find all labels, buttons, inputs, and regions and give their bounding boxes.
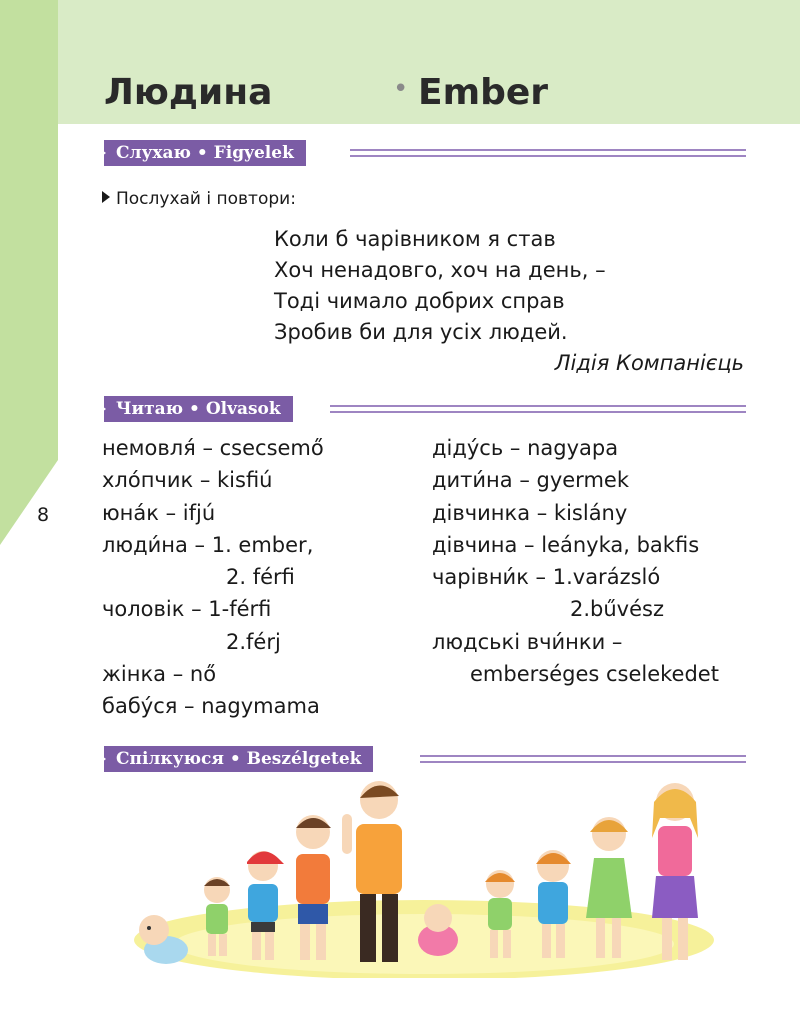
poem-line: Коли б чарівником я став	[274, 227, 556, 251]
vocab-item: дити́на – gyermek	[432, 468, 629, 493]
vocabulary-right-column	[432, 432, 719, 690]
instruction-text: Послухай і повтори:	[116, 189, 296, 209]
people-illustration-icon	[124, 778, 724, 978]
section-header-listen	[98, 138, 746, 168]
section-notch	[98, 403, 106, 415]
page-title-hungarian: Ember	[418, 72, 549, 113]
side-tab	[0, 0, 58, 560]
divider-line	[420, 755, 746, 757]
page-number: 8	[37, 504, 50, 526]
divider-line	[350, 149, 746, 151]
people-ages-illustration	[124, 778, 724, 978]
vocab-item: emberséges cselekedet	[470, 662, 719, 687]
page-title-ukrainian: Людина	[104, 72, 273, 113]
divider-line	[330, 411, 746, 413]
poem-line: Хоч ненадовго, хоч на день, –	[274, 258, 606, 282]
instruction	[102, 189, 296, 209]
vocab-item: людські вчи́нки –	[432, 629, 623, 654]
vocab-item: немовля́ – csecsemő	[102, 436, 324, 460]
section-header-read	[98, 394, 746, 424]
vocab-item: дівчина – leányka, bakfis	[432, 532, 700, 557]
section-notch	[98, 753, 106, 765]
vocab-item: бабу́ся – nagymama	[102, 694, 320, 719]
vocab-item: 2.bűvész	[570, 597, 664, 622]
divider-line	[330, 405, 746, 407]
vocab-item: чоловік – 1-férfi	[102, 597, 272, 622]
title-separator: •	[393, 74, 409, 104]
divider-line	[350, 155, 746, 157]
vocab-item: жінка – nő	[102, 662, 217, 687]
section-notch	[98, 147, 106, 159]
vocab-item: хло́пчик – kisfiú	[102, 468, 273, 493]
section-label-read: Читаю • Olvasok	[104, 396, 293, 422]
vocab-item: 2.férj	[226, 629, 281, 654]
section-label-talk: Спілкуюся • Beszélgetek	[104, 746, 373, 772]
poem-line: Зробив би для усіх людей.	[274, 320, 568, 344]
vocabulary-left-column	[102, 432, 324, 723]
divider-line	[420, 761, 746, 763]
poem-line: Тоді чимало добрих справ	[274, 289, 565, 313]
vocab-item: дівчинка – kislány	[432, 500, 628, 525]
vocab-item: люди́на – 1. ember,	[102, 532, 314, 557]
poem-author: Лідія Компанієць	[554, 351, 744, 375]
section-header-talk	[98, 744, 746, 774]
vocab-item: діду́сь – nagyapa	[432, 436, 619, 460]
section-label-listen: Слухаю • Figyelek	[104, 140, 306, 166]
vocab-item: юна́к – ifjú	[102, 500, 216, 525]
triangle-bullet-icon	[102, 191, 110, 203]
vocab-item: чарівни́к – 1.varázsló	[432, 565, 661, 590]
vocab-item: 2. férfi	[226, 565, 295, 590]
poem	[274, 224, 606, 348]
